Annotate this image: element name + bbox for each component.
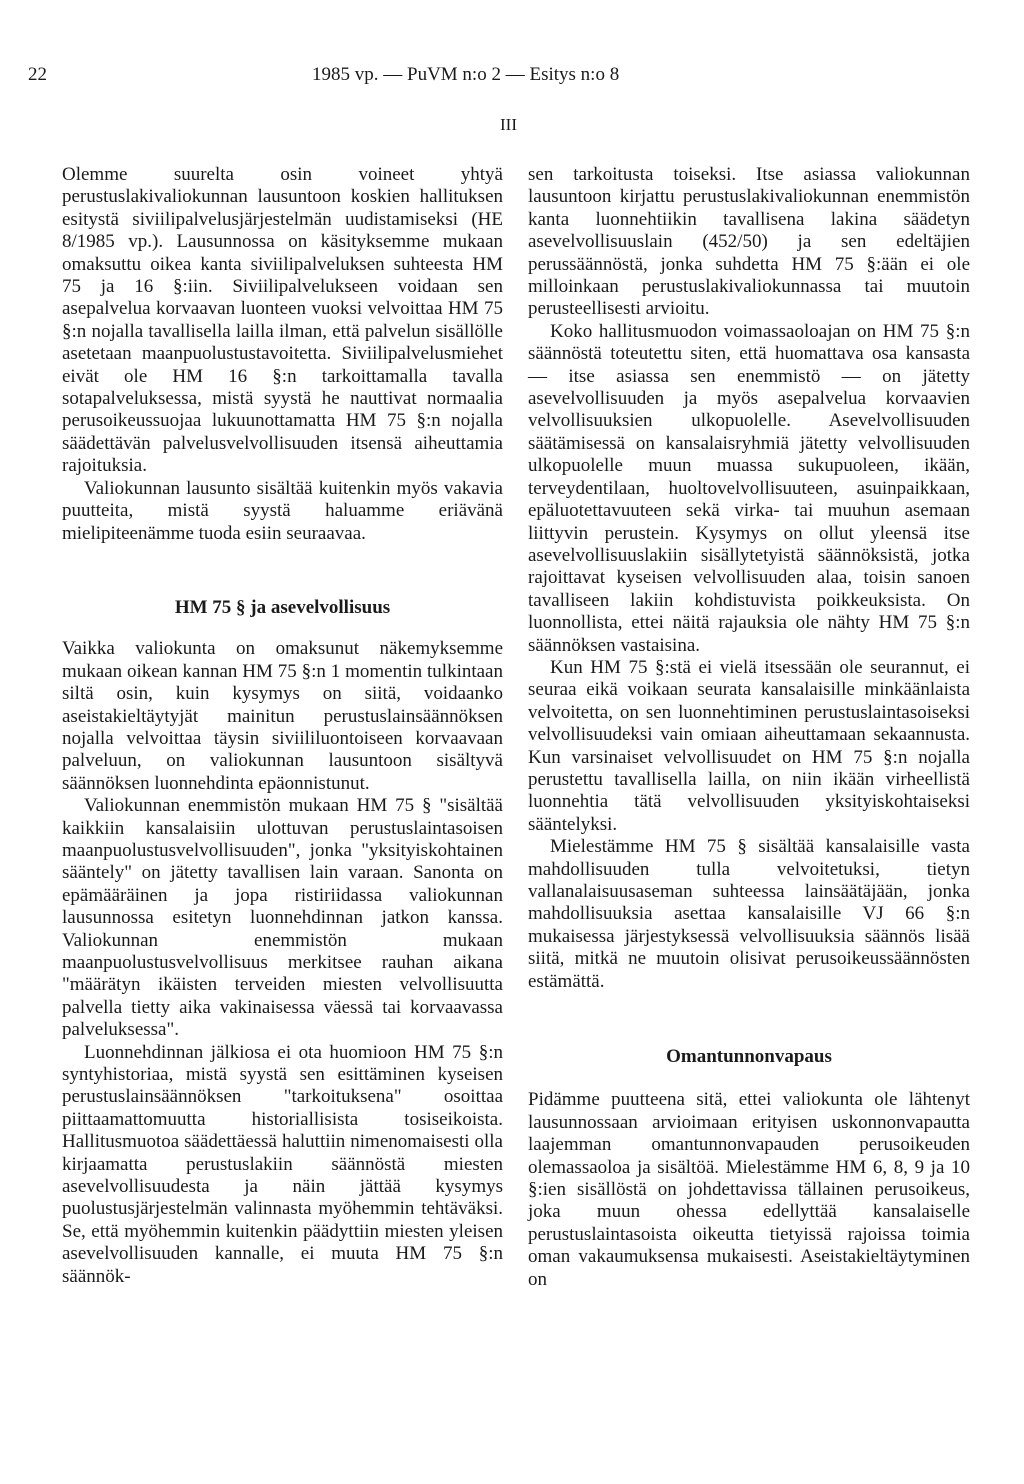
right-paragraph-3: Kun HM 75 §:stä ei vielä itsessään ole seurannut, ei seuraa eikä voikaan seurata kansalaisille minkäänlaista velvoitetta, on sen luonnehtiminen perustuslaintasoiseksi velvollisuudeksi vain omiaan aiheuttamaan sekaannusta. Kun varsinaiset velvollisuudet on HM 75 §:n nojalla perustettu tavallisella lailla, on niin ikään virheellistä luonnehtia tätä velvollisuuden yksityiskohtaiseksi sääntelyksi. — [528, 656, 970, 835]
right-paragraph-4: Mielestämme HM 75 § sisältää kansalaisille vasta mahdollisuuden tulla velvoitetuksi, tietyn vallanalaisuusaseman suhteessa lainsäätäjään, jonka mahdollisuuksia asettaa kansalaisille VJ 66 §:n mukaisessa järjestyksessä velvollisuuksia säännös lisää siitä, mitkä ne muutoin olisivat perusoikeussäännösten estämättä. — [528, 836, 970, 992]
running-title: 1985 vp. — PuVM n:o 2 — Esitys n:o 8 — [312, 64, 620, 85]
page-number: 22 — [28, 64, 47, 85]
section-heading-asevelvollisuus: HM 75 § ja asevelvollisuus — [174, 596, 391, 618]
section-heading-omantunnonvapaus: Omantunnonvapaus — [666, 1046, 832, 1068]
right-paragraph-5: Pidämme puutteena sitä, ettei valiokunta ole lähtenyt lausunnossaan arvioimaan erityisen uskonnonvapautta laajemman omantunnonvapauden perusoikeuden olemassaoloa ja sisältöä. Mielestämme HM 6, 8, 9 ja 10 §:ien sisällöstä on johdettavissa tällainen perusoikeus, joka muun ohessa edellyttää kansalaiselle perustuslaintasoista oikeutta tietyissä rajoissa toimia oman vakaumuksensa mukaisesti. Aseistakieltäytyminen on — [528, 1089, 970, 1290]
left-paragraph-3: Vaikka valiokunta on omaksunut näkemyksemme mukaan oikean kannan HM 75 §:n 1 momentin tulkintaan siltä osin, kuin kysymys on siitä, voidaanko aseistakieltäytyjät mainitun perustuslainsäännöksen nojalla velvoittaa täysin siviililuontoiseen korvaavaan palveluun, on valiokunnan lausuntoon sisältyvä säännöksen luonnehdinta epäonnistunut. — [62, 638, 503, 794]
section-number: III — [500, 115, 517, 134]
left-column — [62, 164, 503, 1288]
left-paragraph-5: Luonnehdinnan jälkiosa ei ota huomioon HM 75 §:n syntyhistoriaa, mistä syystä sen esittäminen kyseisen perustuslainsäännöksen "tarkoituksena" osoittaa piittaamattomuutta historiallisista tosiseikoista. Hallitusmuotoa säädettäessä haluttiin nimenomaisesti olla kirjaamatta perustuslakiin säännöstä miesten asevelvollisuudesta ja näin jättää kysymys puolustusjärjestelmän valinnasta myöhemmin tehtäväksi. Se, että myöhemmin kuitenkin päädyttiin miesten yleisen asevelvollisuuden kannalle, ei muuta HM 75 §:n säännök- — [62, 1041, 503, 1287]
left-paragraph-2: Valiokunnan lausunto sisältää kuitenkin myös vakavia puutteita, mistä syystä haluamme eriävänä mielipiteenämme tuoda esiin seuraavaa. — [62, 477, 503, 544]
left-paragraph-1: Olemme suurelta osin voineet yhtyä perustuslakivaliokunnan lausuntoon koskien hallituksen esitystä siviilipalvelusjärjestelmän uudistamiseksi (HE 8/1985 vp.). Lausunnossa on käsityksemme mukaan omaksuttu oikea kanta siviilipalveluksen suhteesta HM 75 ja 16 §:iin. Siviilipalvelukseen voidaan sen asepalvelua korvaavan luonteen vuoksi velvoittaa HM 75 §:n nojalla tavallisella lailla ilman, että palvelun sisällölle asetetaan maanpuolustustavoitetta. Siviilipalvelusmiehet eivät ole HM 16 §:n tarkoittamalla tavalla sotapalveluksessa, mistä syystä he nauttivat normaalia perusoikeussuojaa lukuunottamatta HM 75 §:n nojalla säädettävän palvelusvelvollisuuden itsensä aiheuttamia rajoituksia. — [62, 164, 503, 477]
left-paragraph-4: Valiokunnan enemmistön mukaan HM 75 § "sisältää kaikkiin kansalaisiin ulottuvan perustuslaintasoisen maanpuolustusvelvollisuuden", jonka "yksityiskohtainen sääntely" on jätetty tavallisen lain varaan. Sanonta on epämääräinen ja jopa ristiriidassa valiokunnan lausunnossa esitetyn luonnehdinnan jatkon kanssa. Valiokunnan enemmistön mukaan maanpuolustusvelvollisuus merkitsee rauhan aikana "määrätyn ikäisten terveiden miesten velvollisuutta palvella tietty aika vakinaisessa väessä tai korvaavassa palveluksessa". — [62, 795, 503, 1041]
right-paragraph-1: sen tarkoitusta toiseksi. Itse asiassa valiokunnan lausuntoon kirjattu perustuslakivaliokunnan enemmistön kanta luonnehtiikin tavallisena lakina säädetyn asevelvollisuuslain (452/50) ja sen edeltäjien perussäännöstä, jonka suhdetta HM 75 §:ään ei ole milloinkaan perustuslakivaliokunnassa tai muutoin perusteellisesti arvioitu. — [528, 164, 970, 320]
right-column — [528, 164, 970, 1291]
right-paragraph-2: Koko hallitusmuodon voimassaoloajan on HM 75 §:n säännöstä toteutettu siten, että huomattava osa kansasta — itse asiassa sen enemmistö — on jätetty asevelvollisuuden ja myös asepalvelua korvaavien velvollisuuksien ulkopuolelle. Asevelvollisuuden säätämisessä on kansalaisryhmiä jätetty velvollisuuden ulkopuolelle muun muassa sukupuoleen, ikään, terveydentilaan, huoltovelvollisuuteen, asuinpaikkaan, epäluotettavuuteen sekä virka- tai muuhun asemaan liittyvin perustein. Kysymys on ollut yleensä itse asevelvollisuuslakiin sisällytetyistä säännöksistä, jotka rajoittavat kyseisen velvollisuuden alaa, toisin sanoen tavalliseen lakiin kohdistuvista poikkeuksista. On luonnollista, ettei näitä rajauksia ole nähty HM 75 §:n säännöksen vastaisina. — [528, 320, 970, 656]
